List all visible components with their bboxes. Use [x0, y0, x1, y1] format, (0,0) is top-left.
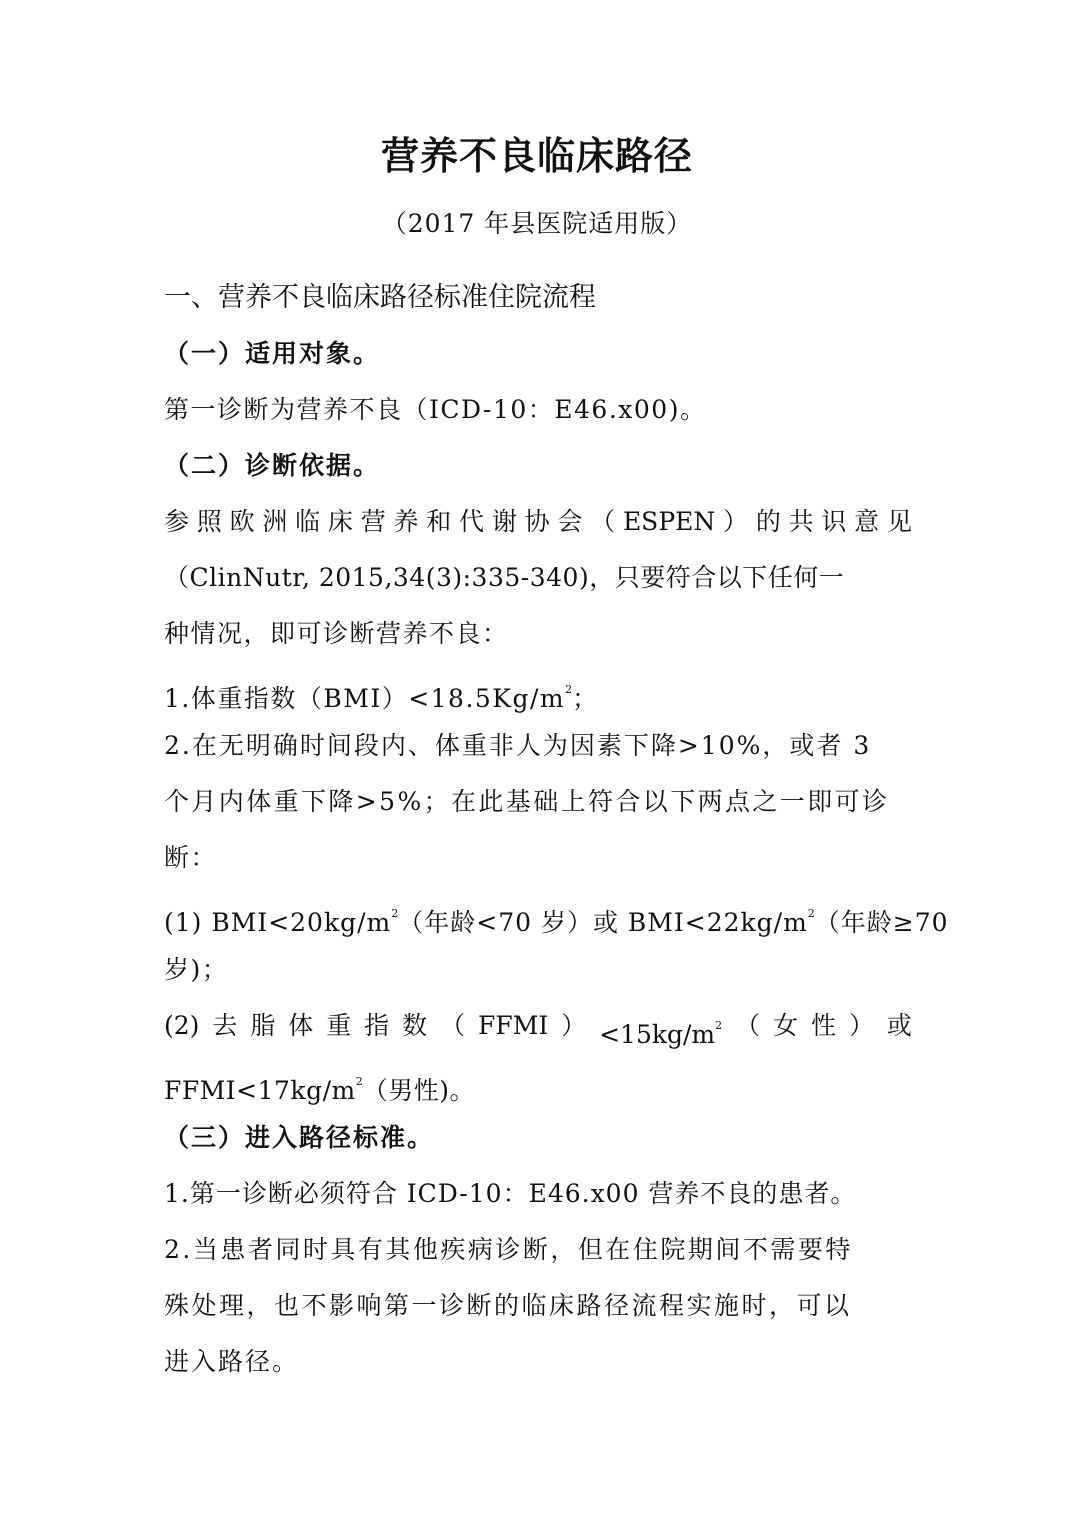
condition-1-text-c: （年龄≥70 — [814, 908, 949, 937]
entry-criterion-2-line-2: 殊处理，也不影响第一诊断的临床路径流程实施时，可以 — [164, 1291, 852, 1320]
condition-2-line-1 — [164, 1006, 912, 1055]
text-fragment: ） — [723, 507, 749, 536]
text-fragment: 脂 — [250, 1011, 276, 1040]
text-fragment: 性 — [810, 1011, 836, 1040]
criterion-1-suffix: ； — [572, 684, 599, 713]
text-fragment: 谢 — [491, 507, 517, 536]
text-fragment: 临 — [295, 507, 321, 536]
text-fragment: 欧 — [229, 507, 255, 536]
text-fragment: 和 — [426, 507, 452, 536]
text-fragment: 的 — [755, 507, 781, 536]
diagnosis-paragraph-line-2: （ClinNutr, 2015,34(3):335-340)，只要符合以下任何一 — [164, 563, 845, 592]
superscript: 2 — [715, 1019, 723, 1032]
document-subtitle: （2017 年县医院适用版） — [381, 209, 693, 238]
diagnosis-paragraph-line-1 — [164, 502, 912, 542]
superscript: 2 — [355, 1075, 363, 1088]
condition-1-text-b: （年龄<70 岁）或 BMI<22kg/m — [398, 908, 808, 937]
text-fragment: 照 — [196, 507, 222, 536]
text-fragment: 重 — [326, 1011, 352, 1040]
condition-1-line-1 — [164, 894, 949, 943]
text-fragment: （ — [590, 507, 616, 536]
text-fragment: 营 — [360, 507, 386, 536]
condition-2-text: FFMI<17kg/m — [164, 1076, 356, 1105]
diagnosis-paragraph-line-3: 种情况，即可诊断营养不良： — [164, 619, 509, 648]
text-fragment: 床 — [327, 507, 353, 536]
entry-criterion-2-line-1: 2.当患者同时具有其他疾病诊断，但在住院期间不需要特 — [164, 1235, 853, 1264]
superscript: 2 — [807, 907, 815, 920]
subsection-heading-1: （一）适用对象。 — [164, 339, 381, 368]
text-fragment: ESPEN — [622, 507, 716, 536]
entry-criterion-1: 1.第一诊断必须符合 ICD-10：E46.x00 营养不良的患者。 — [164, 1179, 857, 1208]
criterion-1-bmi — [164, 670, 912, 719]
text-fragment: 女 — [773, 1011, 799, 1040]
text-fragment-with-superscript — [599, 1006, 722, 1055]
text-fragment: 协 — [524, 507, 550, 536]
text-fragment: 参 — [164, 507, 190, 536]
text-fragment: 去 — [212, 1011, 238, 1040]
text-fragment: 见 — [886, 507, 912, 536]
text-fragment: 指 — [364, 1011, 390, 1040]
text-fragment: 共 — [788, 507, 814, 536]
text-fragment: <15kg/m — [599, 1020, 716, 1049]
text-fragment: （ — [735, 1011, 761, 1040]
entry-criterion-2-line-3: 进入路径。 — [164, 1347, 300, 1376]
text-fragment: 体 — [288, 1011, 314, 1040]
text-fragment: 数 — [402, 1011, 428, 1040]
text-fragment: 识 — [821, 507, 847, 536]
criterion-2-line-1: 2.在无明确时间段内、体重非人为因素下降>10%，或者 3 — [164, 731, 872, 760]
condition-1-line-2: 岁)； — [164, 955, 229, 984]
text-fragment: FFMI — [478, 1011, 549, 1040]
criterion-1-text: 1.体重指数（BMI）<18.5Kg/m — [164, 684, 566, 713]
text-fragment: 代 — [459, 507, 485, 536]
criterion-2-line-3: 断： — [164, 843, 218, 872]
section-heading-1: 一、营养不良临床路径标准住院流程 — [164, 282, 596, 313]
criterion-2-line-2: 个月内体重下降>5%；在此基础上符合以下两点之一即可诊 — [164, 787, 890, 816]
text-fragment: (2) — [164, 1011, 200, 1040]
text-fragment: ） — [848, 1011, 874, 1040]
condition-2-suffix: （男性)。 — [362, 1076, 475, 1105]
subsection-heading-3: （三）进入路径标准。 — [164, 1123, 435, 1152]
paragraph-applicable-object: 第一诊断为营养不良（ICD-10：E46.x00)。 — [164, 395, 707, 424]
superscript: 2 — [391, 907, 399, 920]
subsection-heading-2: （二）诊断依据。 — [164, 451, 381, 480]
text-fragment: 意 — [854, 507, 880, 536]
text-fragment: 会 — [557, 507, 583, 536]
text-fragment: 或 — [886, 1011, 912, 1040]
text-fragment: ） — [561, 1011, 587, 1040]
text-fragment: 洲 — [262, 507, 288, 536]
text-fragment: 养 — [393, 507, 419, 536]
document-title: 营养不良临床路径 — [380, 134, 693, 178]
text-fragment: （ — [440, 1011, 466, 1040]
condition-2-line-2 — [164, 1062, 912, 1111]
superscript: 2 — [565, 683, 573, 696]
condition-1-text-a: (1) BMI<20kg/m — [164, 908, 392, 937]
